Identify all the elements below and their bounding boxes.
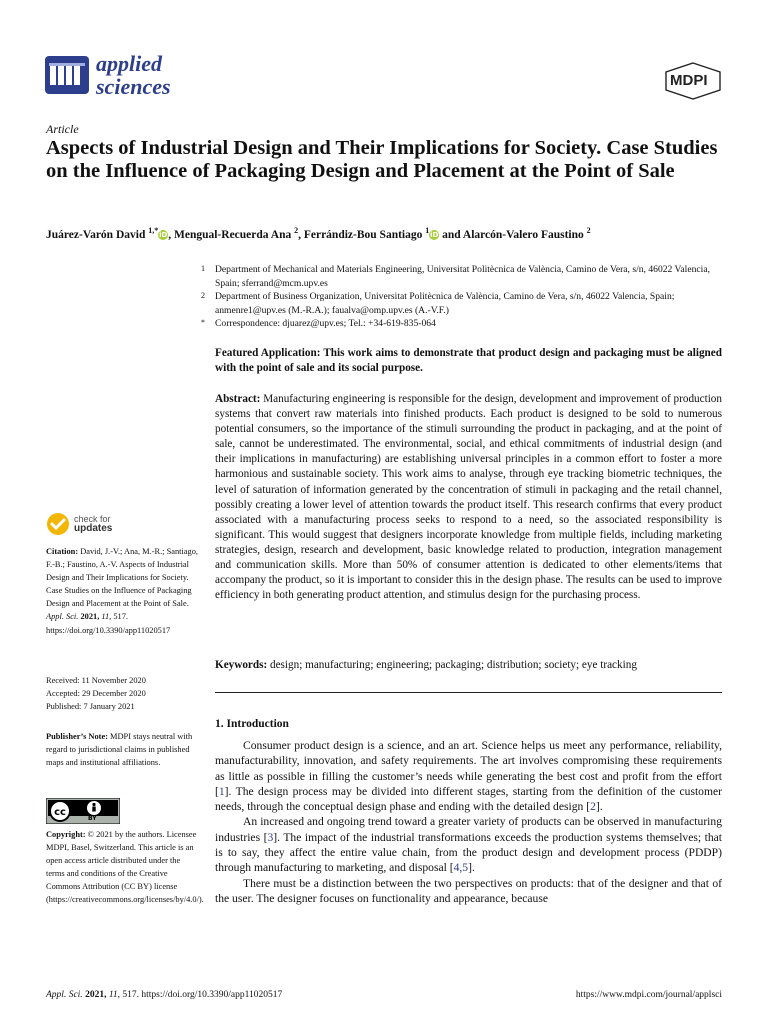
orcid-icon[interactable]: iD [159,231,168,240]
publisher-note [46,730,198,769]
footer-year: 2021, [85,990,107,1000]
correspondence-text: Correspondence: djuarez@upv.es; Tel.: +34-619-835-064 [215,318,436,329]
svg-text:cc: cc [54,807,66,818]
dates-block [46,674,198,713]
author-name[interactable]: Mengual-Recuerda Ana [173,228,292,241]
featured-application [215,346,722,376]
author-affiliation-mark: 1 [425,226,430,235]
journal-name-line1: applied [96,51,162,76]
affiliation-text: Department of Business Organization, Universitat Politècnica de València, Camino de Vera, s/n, 46022 Valencia, Spain; anmenre1@upv.es (M.-R.A.); faualva@omp.upv.es (A.-V.F.) [215,291,675,316]
footer-doi[interactable]: 517. https://doi.org/10.3390/app11020517 [122,990,283,1000]
paragraph-text: ]. [468,861,475,875]
affiliation-mark: 2 [201,291,205,300]
affiliation-text: Department of Mechanical and Materials Engineering, Universitat Politècnica de València, Camino de Vera, s/n, 46022 Valencia, Spain; sferrand@mcm.upv.es [215,264,710,289]
citation-link[interactable]: 4,5 [453,861,469,875]
paragraph: There must be a distinction between the two perspectives on products: that of the designer and that of the user. The designer focuses on functionality and appearance, because [215,876,722,905]
abstract-label: Abstract: [215,393,261,405]
citation-link[interactable]: 3 [267,830,274,844]
section-divider [215,692,722,693]
mdpi-logo [664,62,722,104]
footer-volume: 11, [108,990,120,1000]
journal-logo-icon [44,55,90,95]
copyright-text: © 2021 by the authors. Licensee MDPI, Basel, Switzerland. This article is an open access article distributed under the terms and conditions of the Creative Commons Attribution (CC BY) license (https://creativecommons.org/licenses/by/4.0/). [46,830,204,905]
footer-citation [46,990,282,1000]
author-affiliation-mark: 2 [294,226,299,235]
paragraph [215,738,722,814]
footer-journal-url[interactable]: https://www.mdpi.com/journal/applsci [575,990,722,1000]
check-updates-line2: updates [74,523,113,534]
paragraph-text: ]. The design process may be divided into different stages, starting from the definition of the customer needs, through the conceptual design phase and ending with the detailed design [ [215,784,722,814]
abstract [215,392,722,603]
affiliation-mark: 1 [201,264,205,273]
author-name[interactable]: Alarcón-Valero Faustino [462,228,584,241]
cc-license-badge[interactable] [46,798,120,824]
paragraph-text: Consumer product design is a science, and an art. Science helps us meet any performance, reliability, manufacturability, innovation, and safety requirements. The art involves compromising these requirements as little as possible in filling the customer’s needs while generating the best cost and profit from the effort [ [215,739,722,798]
correspondence-item [201,317,735,331]
received-date: Received: 11 November 2020 [46,676,146,685]
paragraph [215,814,722,875]
accepted-date: Accepted: 29 December 2020 [46,689,146,699]
published-date: Published: 7 January 2021 [46,702,135,712]
author-affiliation-mark: 2 [586,226,591,235]
citation-link[interactable]: 1 [218,784,225,798]
publisher-note-label: Publisher’s Note: [46,732,108,741]
author-name[interactable]: Juárez-Varón David [46,228,146,241]
check-updates-line1: check for [74,514,111,524]
citation-label: Citation: [46,547,79,556]
keywords-label: Keywords: [215,659,268,671]
journal-name [96,52,171,98]
section-heading: 1. Introduction [215,718,289,730]
author-affiliation-mark: 1,* [148,226,159,235]
paragraph-text: An increased and ongoing trend toward a greater variety of products can be observed in manufacturing industries [ [215,815,722,844]
featured-label: Featured Application: [215,347,321,359]
paragraph-text: ]. The impact of the industrial transformations exceeds the production systems themselves; that is to say, they affect the entire value chain, from the product design and development process (PDDP) through manufacturing to marketing, and disposal [ [215,830,723,875]
affiliation-mark: * [201,318,205,327]
copyright-block [46,828,204,907]
keywords [215,658,722,673]
journal-name-line2: sciences [96,74,171,99]
featured-text: This work aims to demonstrate that product design and packaging must be aligned with the point of sale and its social purpose. [215,347,722,375]
paragraph-text: ]. [595,800,603,814]
citation-text: David, J.-V.; Ana, M.-R.; Santiago, F.-B.; Faustino, A.-V. Aspects of Industrial Design and Their Implications for Society. Case Studies on the Influence of Packaging Design and Placement at the Point of Sale. [46,547,198,609]
article-type: Article [46,122,79,136]
affiliation-item [201,263,735,290]
citation-year: 2021, [80,612,100,622]
abstract-text: Manufacturing engineering is responsible for the design, development and improvement of production systems that convert raw materials into finished products. Each product is designed to be sold to numerous potential consumers, so the importance of the stimuli surrounding the product in packaging, and at the point of sale, cannot be underestimated. The environmental, social, and ethical commitments of industrial design (and their implications in manufacturing) are establishing universal principles in a common effort to foster a more harmonious and sustainable society. This work aims to analyse, through eye tracking biometric techniques, the level of saturation of information generated by the concentration of stimuli in packaging and the retail channel, possibly creating a lower level of attention towards the product itself. This research confirms that every product associated with a manufacturing process seeks to respond to a need, so the associated responsibility is significant. This would suggest that designers incorporate knowledge from multiple fields, including marketing strategies, design, research and development, basic knowledge related to production, integration management and communication skills. More than 50% of consumer attention is dedicated to other elements/items that accompany the product, so it is important to consider this in the design phase. The results can be used to improve efficiency in both generating product attention, and stimulus design for the purchasing process. [215,393,722,602]
author-list: Juárez-Varón David $^{1,*}$iD, Mengual-Recuerda Ana $^2$, Ferrándiz-Bou Santiago $^1$iD and Alarcón-Valero Faustino $^2$ [46,226,591,241]
orcid-icon[interactable]: iD [430,231,439,240]
mdpi-logo-text: MDPI [670,72,708,89]
keywords-text: design; manufacturing; engineering; packaging; distribution; society; eye tracking [270,659,637,671]
check-updates-icon [46,512,70,536]
cc-badge-label: BY [88,815,97,822]
citation-doi[interactable]: 517. https://doi.org/10.3390/app11020517 [46,612,171,635]
check-for-updates-button[interactable] [46,512,112,536]
citation-journal: Appl. Sci. [46,612,79,622]
author-name[interactable]: Ferrándiz-Bou Santiago [303,228,423,241]
introduction-body [215,738,722,906]
publisher-note-text: MDPI stays neutral with regard to jurisdictional claims in published maps and institutional affiliations. [46,732,193,768]
citation-block [46,545,198,637]
citation-link[interactable]: 2 [590,800,596,814]
footer-journal: Appl. Sci. [46,990,83,1000]
copyright-label: Copyright: [46,830,86,839]
citation-volume: 11, [101,612,112,622]
article-title: Aspects of Industrial Design and Their Implications for Society. Case Studies on the Influence of Packaging Design and Placement at the Point of Sale [46,137,718,182]
affiliation-item [201,290,735,317]
